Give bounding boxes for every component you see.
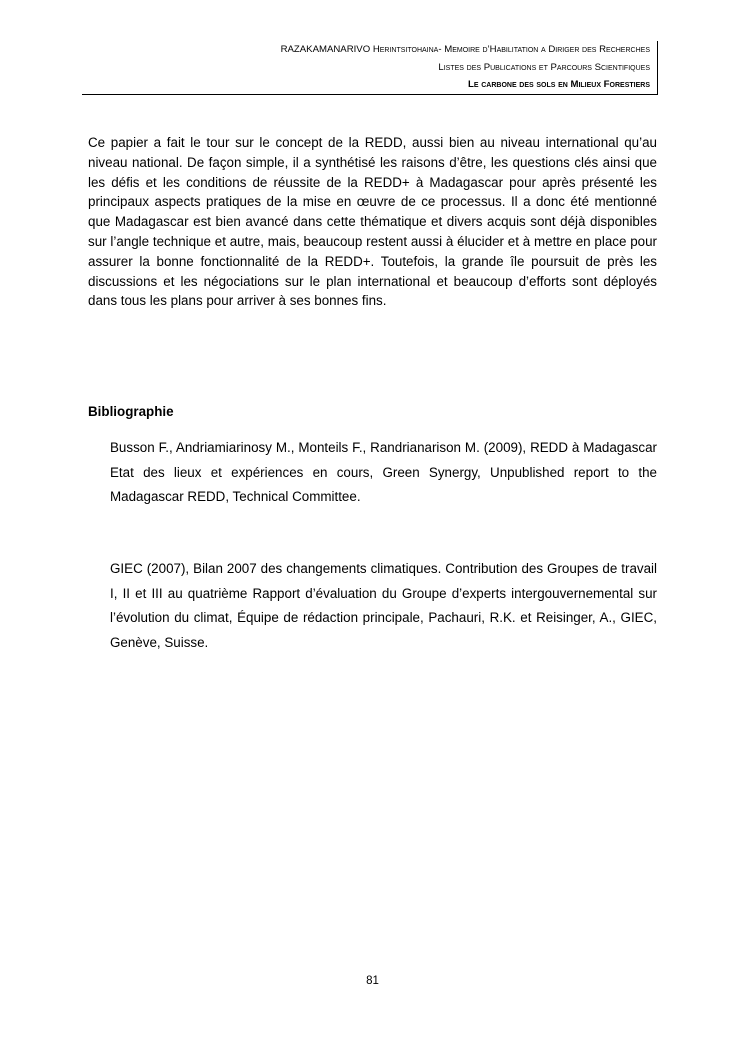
bibliography-reference: Busson F., Andriamiarinosy M., Monteils F., Randrianarison M. (2009), REDD à Madagascar Etat des lieux et expériences en cours, Green Synergy, Unpublished report to the Madagascar REDD, Technical Committee.: [110, 440, 657, 504]
bibliography-reference: GIEC (2007), Bilan 2007 des changements climatiques. Contribution des Groupes de travail I, II et III au quatrième Rapport d’évaluation du Groupe d’experts intergouvernemental sur l’évolution du climat, Équipe de rédaction principale, Pachauri, R.K. et Reisinger, A., GIEC, Genève, Suisse.: [110, 561, 657, 650]
body-paragraph: Ce papier a fait le tour sur le concept de la REDD, aussi bien au niveau international qu’au niveau national. De façon simple, il a synthétisé les raisons d’être, les questions clés ainsi que les défis et les conditions de réussite de la REDD+ à Madagascar pour après présenté les principaux aspects pratiques de la mise en œuvre de ce processus. Il a donc été mentionné que Madagascar est bien avancé dans cette thématique et divers acquis sont déjà disponibles sur l’angle technique et autre, mais, beaucoup restent aussi à élucider et à mettre en place pour assurer la bonne fonctionnalité de la REDD+. Toutefois, la grande île poursuit de près les discussions et les négociations sur le plan international et beaucoup d’efforts sont déployés dans tous les plans pour arriver à ses bonnes fins.: [88, 135, 657, 309]
running-header: [82, 41, 658, 95]
page-number: 81: [366, 975, 379, 987]
bibliography-heading: Bibliographie: [88, 404, 174, 419]
header-section-title: Listes des Publications et Parcours Scientifiques: [438, 61, 650, 73]
header-author-title: RAZAKAMANARIVO Herintsitohaina- Memoire d’Habilitation a Diriger des Recherches: [280, 44, 650, 55]
header-document-title: Le carbone des sols en Milieux Forestiers: [468, 79, 650, 90]
